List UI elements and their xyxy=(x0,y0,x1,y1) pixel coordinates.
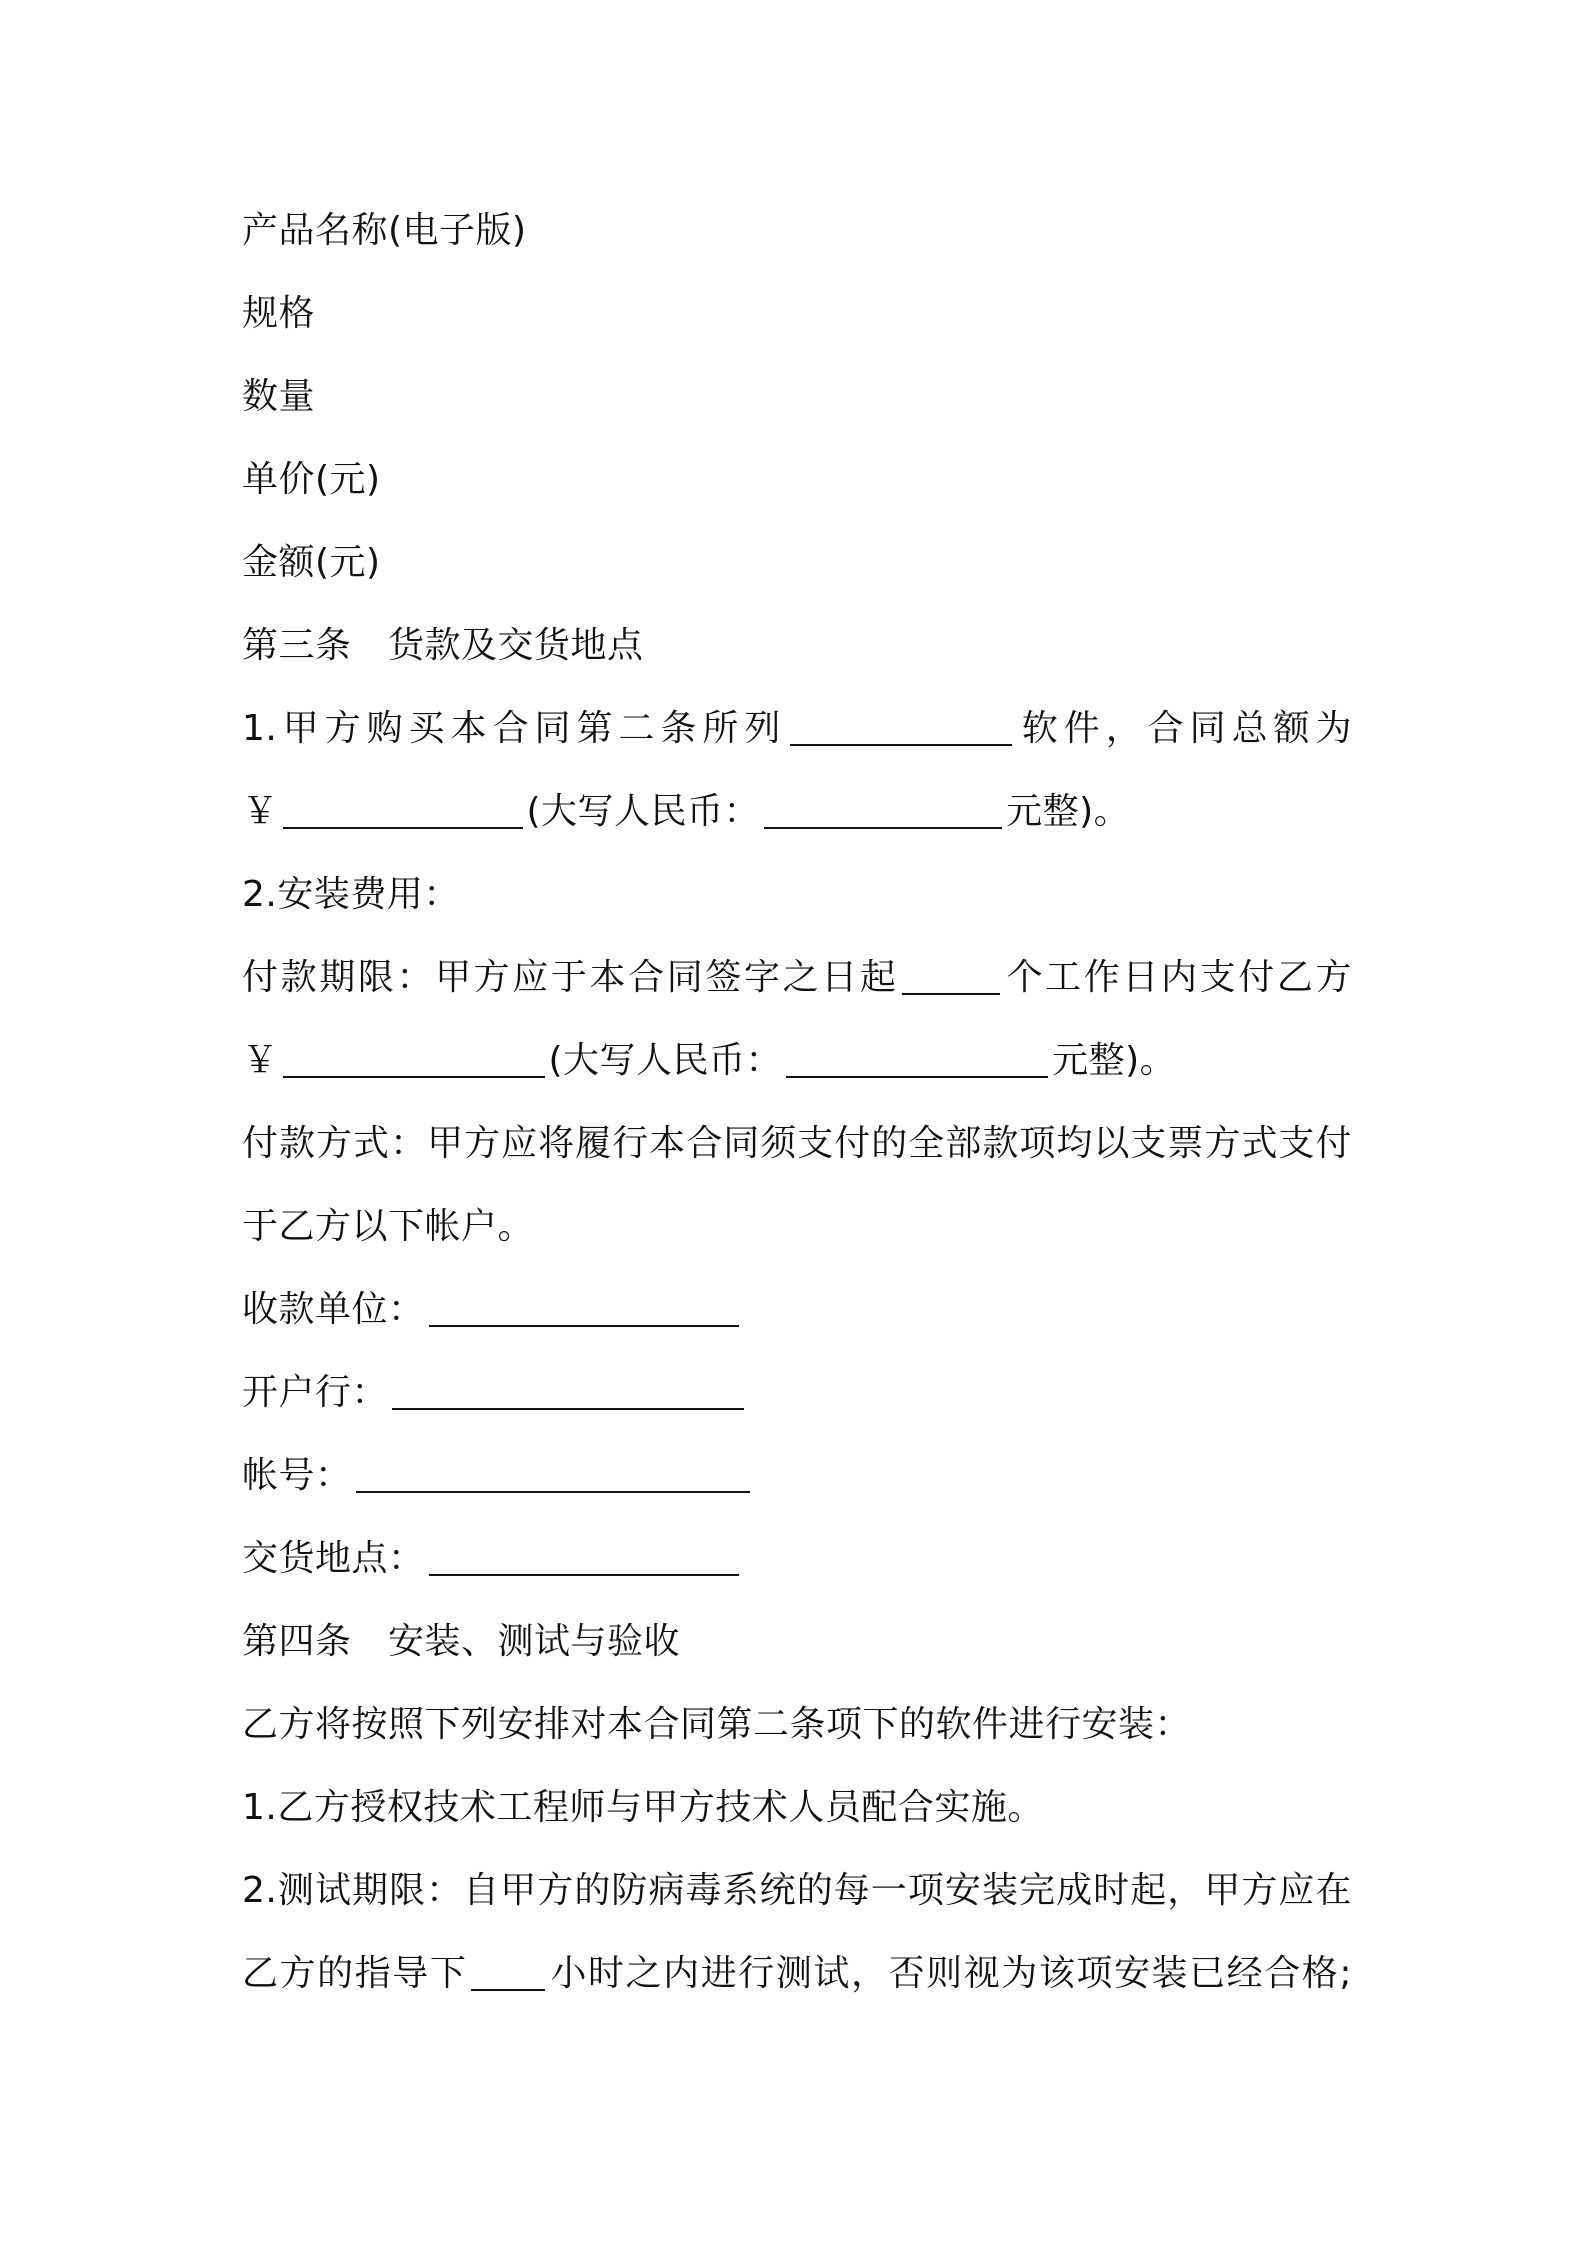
total-amount-blank xyxy=(283,783,523,829)
currency-symbol: ￥ xyxy=(242,791,279,832)
delivery-place-label: 交货地点： xyxy=(242,1538,425,1579)
workdays-blank xyxy=(902,949,1000,995)
total-amount-line xyxy=(242,777,1352,860)
clause-4-2-cont xyxy=(242,1939,1352,2022)
delivery-place-line xyxy=(242,1524,1352,1607)
payment-method-line: 付款方式：甲方应将履行本合同须支付的全部款项均以支票方式支付 xyxy=(242,1123,1352,1164)
article-4-intro: 乙方将按照下列安排对本合同第二条项下的软件进行安装： xyxy=(242,1704,1192,1745)
payee-line xyxy=(242,1275,1352,1358)
payment-method-line-cont: 于乙方以下帐户。 xyxy=(242,1206,535,1247)
clause-4-1: 1.乙方授权技术工程师与甲方技术人员配合实施。 xyxy=(242,1787,1044,1828)
clause-3-1-text-a: 1.甲方购买本合同第二条所列 xyxy=(242,708,787,749)
clause-4-2-cont-text-b: 小时之内进行测试，否则视为该项安装已经合格; xyxy=(549,1953,1352,1994)
install-fee-blank xyxy=(283,1032,545,1078)
payment-deadline-text-b: 个工作日内支付乙方 xyxy=(1004,957,1352,998)
account-blank xyxy=(356,1447,750,1493)
install-fee-heading: 2.安装费用： xyxy=(242,874,460,915)
payee-blank xyxy=(429,1281,739,1327)
test-hours-blank xyxy=(471,1945,545,1991)
spec-heading: 规格 xyxy=(242,293,316,334)
amount-heading: 金额(元) xyxy=(242,542,381,583)
clause-4-2-cont-text-a: 乙方的指导下 xyxy=(242,1953,468,1994)
total-amount-capital-label: (大写人民币： xyxy=(526,791,761,832)
delivery-place-blank xyxy=(429,1530,739,1576)
bank-label: 开户行： xyxy=(242,1372,389,1413)
bank-blank xyxy=(392,1364,744,1410)
currency-symbol: ￥ xyxy=(242,1040,279,1081)
install-fee-suffix: 元整)。 xyxy=(1052,1040,1177,1081)
clause-4-2: 2.测试期限：自甲方的防病毒系统的每一项安装完成时起，甲方应在 xyxy=(242,1870,1352,1911)
quantity-heading: 数量 xyxy=(242,376,316,417)
document-body xyxy=(242,196,1352,2022)
article-3-title: 第三条 货款及交货地点 xyxy=(242,625,644,666)
clause-3-1-text-b: 软件，合同总额为 xyxy=(1016,708,1352,749)
bank-line xyxy=(242,1358,1352,1441)
product-name-heading: 产品名称(电子版) xyxy=(242,210,527,251)
install-fee-capital-label: (大写人民币： xyxy=(548,1040,783,1081)
total-amount-capital-blank xyxy=(764,783,1002,829)
install-fee-amount-line xyxy=(242,1026,1352,1109)
account-line xyxy=(242,1441,1352,1524)
install-fee-capital-blank xyxy=(786,1032,1048,1078)
account-label: 帐号： xyxy=(242,1455,352,1496)
clause-3-1-line xyxy=(242,694,1352,777)
payee-label: 收款单位： xyxy=(242,1289,425,1330)
total-amount-suffix: 元整)。 xyxy=(1006,791,1131,832)
software-name-blank xyxy=(790,700,1012,746)
payment-deadline-line xyxy=(242,943,1352,1026)
article-4-title: 第四条 安装、测试与验收 xyxy=(242,1621,681,1662)
unit-price-heading: 单价(元) xyxy=(242,459,381,500)
payment-deadline-text-a: 付款期限：甲方应于本合同签字之日起 xyxy=(242,957,899,998)
